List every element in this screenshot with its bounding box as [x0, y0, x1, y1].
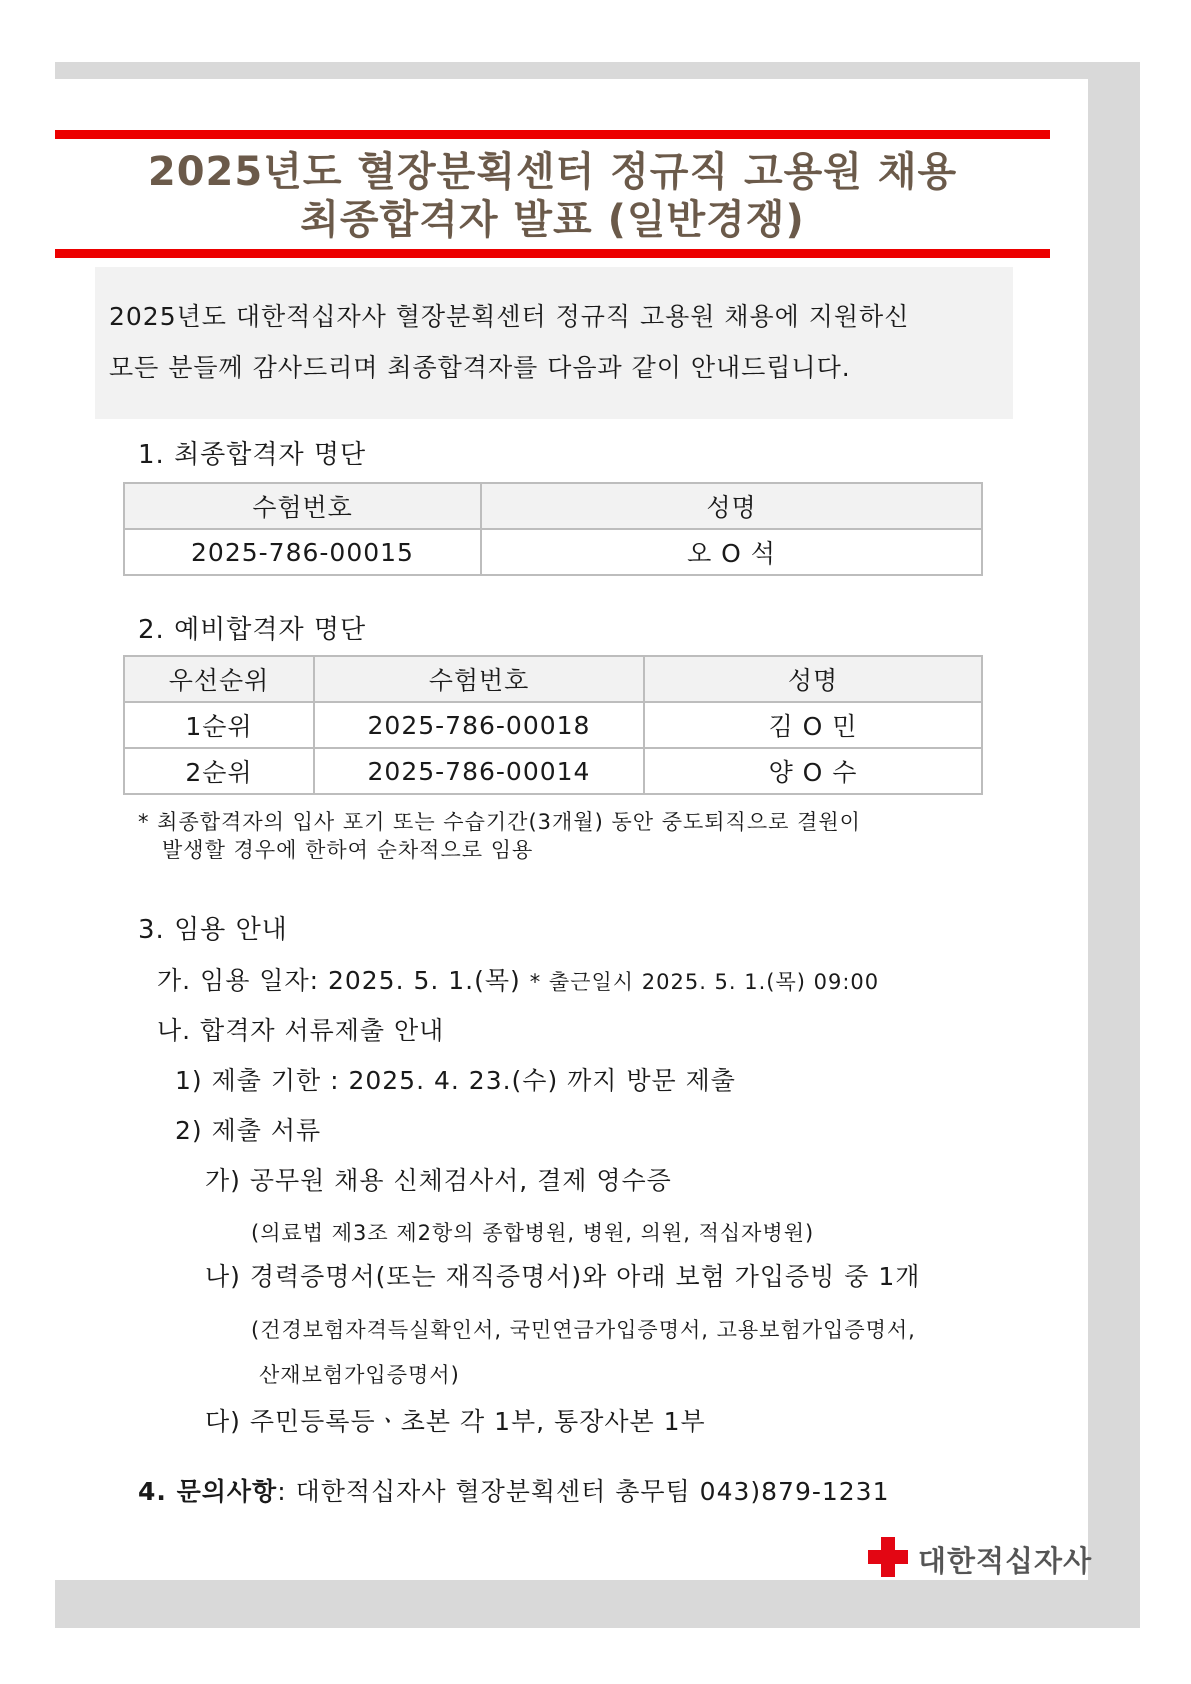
section3-heading: 3. 임용 안내 — [138, 915, 288, 945]
intro-box — [95, 267, 1013, 419]
document-a: 가) 공무원 채용 신체검사서, 결제 영수증 — [205, 1166, 672, 1195]
final-pass-table — [123, 482, 983, 576]
logo-text: 대한적십자사 — [918, 1544, 1093, 1578]
header-name: 성명 — [481, 483, 982, 529]
title-top-rule — [55, 130, 1050, 139]
header-name: 성명 — [644, 656, 982, 702]
inquiry-contact: : 대한적십자사 혈장분획센터 총무팀 043)879-1231 — [277, 1477, 890, 1506]
document-c: 다) 주민등록등ㆍ초본 각 1부, 통장사본 1부 — [205, 1407, 706, 1436]
title-bottom-rule — [55, 249, 1050, 258]
section1-heading: 1. 최종합격자 명단 — [138, 440, 367, 470]
header-exam-number: 수험번호 — [314, 656, 644, 702]
red-cross-logo — [868, 1535, 1093, 1579]
table-header-row — [124, 483, 982, 529]
page-title — [55, 148, 1050, 244]
header-exam-number: 수험번호 — [124, 483, 481, 529]
required-documents: 2) 제출 서류 — [175, 1116, 322, 1145]
document-b: 나) 경력증명서(또는 재직증명서)와 아래 보험 가입증빙 중 1개 — [205, 1262, 921, 1291]
exam-number-cell: 2025-786-00014 — [314, 748, 644, 794]
header-priority: 우선순위 — [124, 656, 314, 702]
name-cell: 양 O 수 — [644, 748, 982, 794]
priority-cell: 2순위 — [124, 748, 314, 794]
page-frame-right — [1088, 62, 1140, 1628]
exam-number-cell: 2025-786-00018 — [314, 702, 644, 748]
document-b-note-1: (건경보험자격득실확인서, 국민연금가입증명서, 고용보험가입증명서, — [251, 1318, 916, 1342]
document-a-note: (의료법 제3조 제2항의 종합병원, 병원, 의원, 적십자병원) — [251, 1221, 815, 1245]
intro-line-1: 2025년도 대한적십자사 혈장분획센터 정규직 고용원 채용에 지원하신 — [109, 302, 910, 331]
inquiry-label: 4. 문의사항 — [138, 1477, 278, 1506]
table-header-row — [124, 656, 982, 702]
table-row — [124, 748, 982, 794]
exam-number-cell: 2025-786-00015 — [124, 529, 481, 575]
appointment-date-text: 가. 임용 일자: 2025. 5. 1.(목) — [157, 966, 521, 995]
inquiry — [138, 1477, 890, 1507]
title-line-2: 최종합격자 발표 (일반경쟁) — [300, 197, 805, 243]
reserve-pass-table — [123, 655, 983, 795]
intro-line-2: 모든 분들께 감사드리며 최종합격자를 다음과 같이 안내드립니다. — [109, 353, 851, 382]
red-cross-icon — [868, 1537, 908, 1577]
document-b-note-2: 산재보험가입증명서) — [259, 1363, 460, 1387]
start-time-note: * 출근일시 2025. 5. 1.(목) 09:00 — [529, 970, 880, 994]
table-row — [124, 529, 982, 575]
table-row — [124, 702, 982, 748]
name-cell: 오 O 석 — [481, 529, 982, 575]
reserve-note-line-2: 발생할 경우에 한하여 순차적으로 임용 — [162, 838, 534, 862]
section2-heading: 2. 예비합격자 명단 — [138, 615, 367, 645]
reserve-note-line-1: * 최종합격자의 입사 포기 또는 수습기간(3개월) 동안 중도퇴직으로 결원이 — [138, 810, 861, 834]
name-cell: 김 O 민 — [644, 702, 982, 748]
appointment-date — [157, 966, 879, 997]
page-frame-top — [55, 62, 1140, 79]
title-line-1: 2025년도 혈장분획센터 정규직 고용원 채용 — [147, 149, 958, 195]
documents-guide: 나. 합격자 서류제출 안내 — [157, 1016, 445, 1045]
priority-cell: 1순위 — [124, 702, 314, 748]
page-frame-bottom — [55, 1580, 1140, 1628]
reserve-note — [138, 808, 861, 864]
submission-deadline: 1) 제출 기한 : 2025. 4. 23.(수) 까지 방문 제출 — [175, 1066, 736, 1095]
